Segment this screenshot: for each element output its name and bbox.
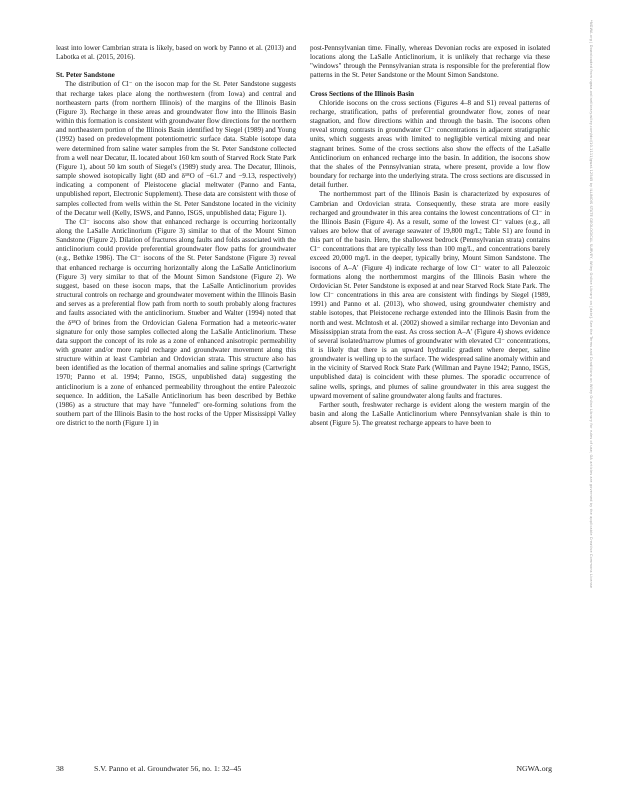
paragraph: The northernmost part of the Illinois Basin is characterized by exposures of Cambrian and Ordovician strata. Consequently, these strata are more easily recharged and groundwater in this area contains the lowest concentrations of Cl⁻ in the Illinois Basin (Figure 4). As a result, some of the lowest Cl⁻ values (e.g., all values are below that of average seawater of 19,800 mg/L; Table S1) are found in this part of the basin. Here, the shallowest bedrock (Pennsylvanian strata) contains Cl⁻ concentrations that are typically less than 100 mg/L, and concentrations barely exceed 20,000 mg/L in the deeper, typically briny, Mount Simon Sandstone. The isocons of A–A′ (Figure 4) indicate recharge of low Cl⁻ water to all Paleozoic formations along the northernmost margins of the Illinois Basin where the Ordovician St. Peter Sandstone is exposed at and near Starved Rock State Park. The low Cl⁻ concentrations in this area are consistent with findings by Siegel (1989, 1991) and Panno et al. (2013), who showed, using groundwater chemistry and stable isotopes, that Pleistocene recharge extended into the Illinois Basin from the north and west. McIntosh et al. (2002) showed a similar recharge into Devonian and Mississippian strata from the east. As cross section A–A′ (Figure 4) shows evidence of several isolated/narrow plumes of groundwater with elevated Cl⁻ concentrations, it is likely that there is an upward hydraulic gradient where deeper, saline groundwater is welling up to the surface. The widespread saline anomaly within and in the vicinity of Starved Rock State Park (Willman and Payne 1942; Panno, ISGS, unpublished data) is coincident with these plumes. The sporadic occurrence of saline wells, springs, and plumes of saline groundwater in this area suggest the upward movement of saline groundwater along faults and fractures. (310, 190, 550, 400)
page-number: 38 (56, 764, 64, 773)
paragraph: Chloride isocons on the cross sections (Figures 4–8 and S1) reveal patterns of recharge, stratification, paths of preferential groundwater flow, zones of near stagnation, and flow directions within and through the basin. The isocons often reveal strong contrasts in groundwater Cl⁻ concentrations in adjacent stratigraphic units, which suggests areas with limited to negligible vertical mixing and near stagnant brines. Some of the cross sections also show the effects of the LaSalle Anticlinorium on enhanced recharge into the basin. In addition, the isocons show that the shales of the Pennsylvanian strata, where present, provide a low flow boundary for recharge into the underlying strata. The cross sections are discussed in detail further. (310, 98, 550, 190)
spacer (56, 62, 296, 71)
section-heading-st-peter: St. Peter Sandstone (56, 71, 115, 80)
paragraph: Farther south, freshwater recharge is evident along the western margin of the basin and along the LaSalle Anticlinorium where Pennsylvanian shale is thin to absent (Figure 5). The greatest recharge appears to have been to (310, 400, 550, 428)
paragraph: The Cl⁻ isocons also show that enhanced recharge is occurring horizontally along the LaSalle Anticlinorium (Figure 3) similar to that of the Mount Simon Sandstone (Figure 2). Dilation of fractures along faults and folds associated with the anticlinorium could provide preferential groundwater flow paths for groundwater (e.g., Bethke 1986). The Cl⁻ isocons of the St. Peter Sandstone (Figure 3) reveal that enhanced recharge is occurring horizontally along the LaSalle Anticlinorium (Figure 3) very similar to that of the Mount Simon Sandstone (Figure 2). We suggest, based on these isocon maps, that the LaSalle Anticlinorium provides structural controls on recharge and groundwater movement within the Illinois Basin and serves as a preferential flow path from north to south probably along fractures and faults associated with the anticlinorium. Stueber and Walter (1994) noted that the δ¹⁸O of brines from the Ordovician Galena Formation had a meteoric-water signature for only those samples collected along the LaSalle Anticlinorium. These data support the concept of its role as a zone of enhanced anisotropic permeability with greater and/or more rapid recharge and groundwater movement along this structure within at least Cambrian and Ordovician strata. This structure also has been identified as the location of thermal anomalies and saline springs (Cartwright 1970; Panno et al. 1994; Panno, ISGS, unpublished data) suggesting the anticlinorium is a zone of enhanced permeability throughout the entire Paleozoic sequence. In addition, the LaSalle Anticlinorium has been described by Bethke (1986) as a structure that may have "funneled" ore-forming solutions from the southern part of the Illinois Basin to the host rocks of the Upper Mississippi Valley ore district to the north (Figure 1) in (56, 217, 296, 428)
paragraph-continued: post-Pennsylvanian time. Finally, whereas Devonian rocks are exposed in isolated locations along the LaSalle Anticlinorium, it is unlikely that recharge via these "windows" through the Pennsylvanian strata is responsible for the preferential flow patterns in the St. Peter Sandstone or the Mount Simon Sandstone. (310, 44, 550, 80)
paragraph: The distribution of Cl⁻ on the isocon map for the St. Peter Sandstone suggests that recharge takes place along the northwestern (from Iowa) and central and northeastern parts (from northern Illinois) of the margins of the Illinois Basin (Figure 3). Recharge in these areas and groundwater flow into the Illinois Basin within this formation is consistent with groundwater flow directions for the northern and northeastern portion of the Illinois Basin identified by Siegel (1989) and Young (1992) based on predevelopment potentiometric surface data. Stable isotope data were determined from saline water samples from the St. Peter Sandstone collected from a well near Decatur, IL located about 160 km south of Starved Rock State Park (Figure 1), about 50 km south of Siegel's (1989) study area. The Decatur, Illinois, sample showed isotopically light (δD and δ¹⁸O of −61.7 and −9.13, respectively) indicating a component of Pleistocene glacial meltwater (Panno and Fanta, unpublished report, Electronic Supplement). These data are consistent with those of samples collected from wells within the St. Peter Sandstone located in the vicinity of the Decatur well (Kelly, ISWS, and Panno, ISGS, unpublished data; Figure 1). (56, 80, 296, 217)
journal-site: NGWA.org (516, 764, 552, 773)
left-column (56, 44, 296, 428)
right-column (310, 44, 550, 428)
intro-paragraph: least into lower Cambrian strata is likely, based on work by Panno et al. (2013) and Labotka et al. (2015, 2016). (56, 44, 296, 62)
download-watermark (585, 20, 597, 780)
citation: S.V. Panno et al. Groundwater 56, no. 1: 32–45 (94, 764, 242, 773)
section-heading-cross-sections: Cross Sections of the Illinois Basin (310, 89, 415, 98)
spacer (310, 81, 550, 90)
download-watermark-text: *NGWA.org | Downloaded from ngwa.onlinelibrary.wiley.com/doi/10.1111/gwat.12545 by ILLINOIS STATE GEOLOGICAL SURVEY, Wiley Online Library on [date]. See the Terms and Conditions on Wiley Online Library for rules of use; OA articles are governed by the applicable Creative Commons License (589, 20, 593, 589)
